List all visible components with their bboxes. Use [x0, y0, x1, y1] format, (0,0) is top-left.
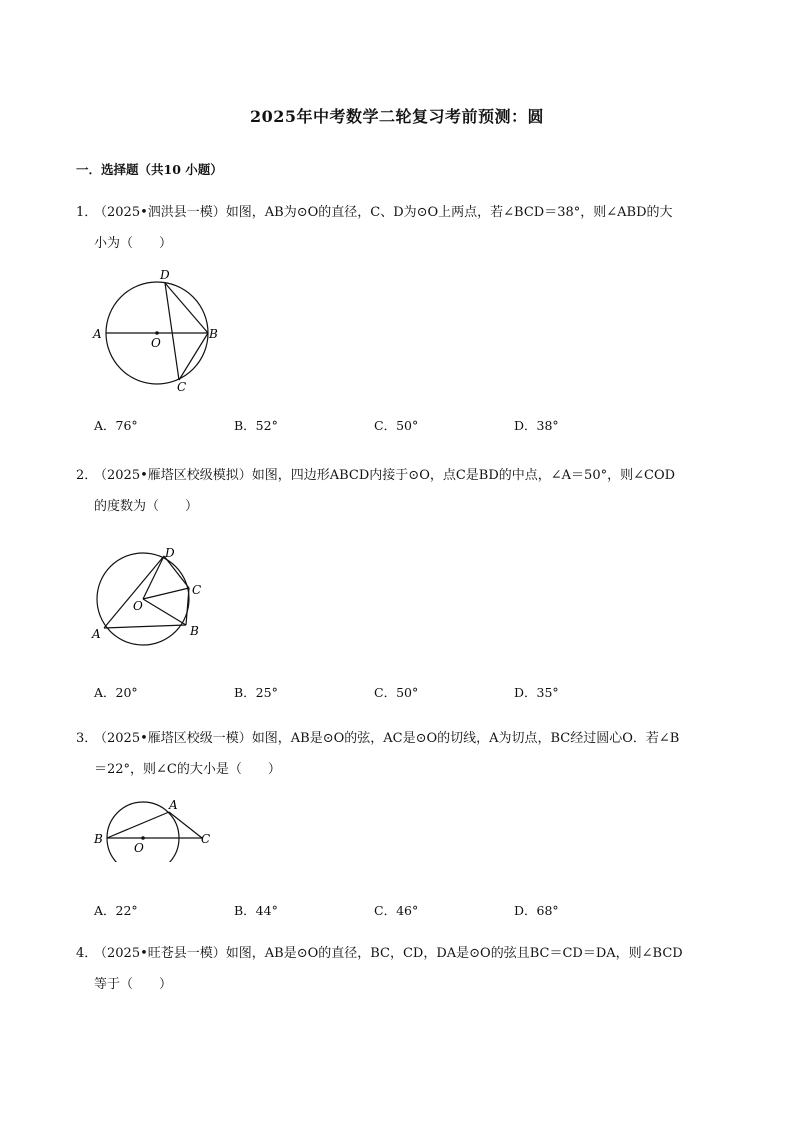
label-B: B — [209, 327, 218, 341]
label-C: C — [177, 380, 187, 394]
page-title: 2025年中考数学二轮复习考前预测：圆 — [249, 107, 545, 126]
section-heading: 一．选择题（共10 小题） — [76, 162, 223, 177]
question-text-line1: （2025•旺苍县一模）如图，AB是⊙O的直径，BC，CD，DA是⊙O的弦且BC＝CD＝DA，则∠BCD — [94, 946, 683, 961]
option-c[interactable]: C．50° — [374, 685, 419, 700]
option-b[interactable]: B．52° — [234, 418, 278, 433]
question-1-figure — [88, 266, 228, 396]
question-number: 4． — [76, 946, 98, 961]
option-d[interactable]: D．35° — [514, 685, 559, 700]
question-text-line2: ＝22°，则∠C的大小是（ ） — [94, 762, 281, 777]
question-1 — [76, 197, 726, 259]
question-number: 3． — [76, 731, 98, 746]
option-d[interactable]: D．38° — [514, 418, 559, 433]
option-a[interactable]: A．20° — [94, 685, 138, 700]
label-A: A — [92, 627, 101, 641]
option-c[interactable]: C．46° — [374, 903, 419, 918]
question-text-line2: 等于（ ） — [94, 977, 173, 992]
label-D: D — [160, 268, 170, 282]
label-O: O — [133, 599, 143, 613]
question-1-options — [94, 416, 714, 434]
label-A: A — [169, 798, 178, 812]
label-O: O — [151, 336, 161, 350]
option-b[interactable]: B．25° — [234, 685, 278, 700]
label-A: A — [93, 327, 102, 341]
question-text-line1: （2025•雁塔区校级一模）如图，AB是⊙O的弦，AC是⊙O的切线，A为切点，BC经过圆心O．若∠B — [94, 731, 680, 746]
label-B: B — [94, 832, 103, 846]
question-number: 1． — [76, 205, 98, 220]
question-text-line1: （2025•雁塔区校级模拟）如图，四边形ABCD内接于⊙O，点C是BD的中点，∠A＝50°，则∠COD — [94, 468, 676, 483]
label-O: O — [134, 841, 144, 855]
label-B: B — [190, 624, 199, 638]
option-a[interactable]: A．76° — [94, 418, 138, 433]
question-text-line2: 小为（ ） — [94, 236, 173, 251]
question-2-figure — [88, 540, 218, 660]
label-D: D — [165, 546, 175, 560]
question-3-figure — [88, 797, 218, 862]
question-text-line2: 的度数为（ ） — [94, 499, 199, 514]
question-number: 2． — [76, 468, 98, 483]
question-4 — [76, 938, 726, 1000]
question-text-line1: （2025•泗洪县一模）如图，AB为⊙O的直径，C、D为⊙O上两点，若∠BCD＝38°，则∠ABD的大 — [94, 205, 673, 220]
label-C: C — [201, 832, 211, 846]
question-2 — [76, 460, 726, 522]
option-b[interactable]: B．44° — [234, 903, 278, 918]
option-a[interactable]: A．22° — [94, 903, 138, 918]
label-C: C — [192, 583, 202, 597]
question-3-options — [94, 901, 714, 919]
option-c[interactable]: C．50° — [374, 418, 419, 433]
question-2-options — [94, 683, 714, 701]
option-d[interactable]: D．68° — [514, 903, 559, 918]
question-3 — [76, 723, 726, 785]
